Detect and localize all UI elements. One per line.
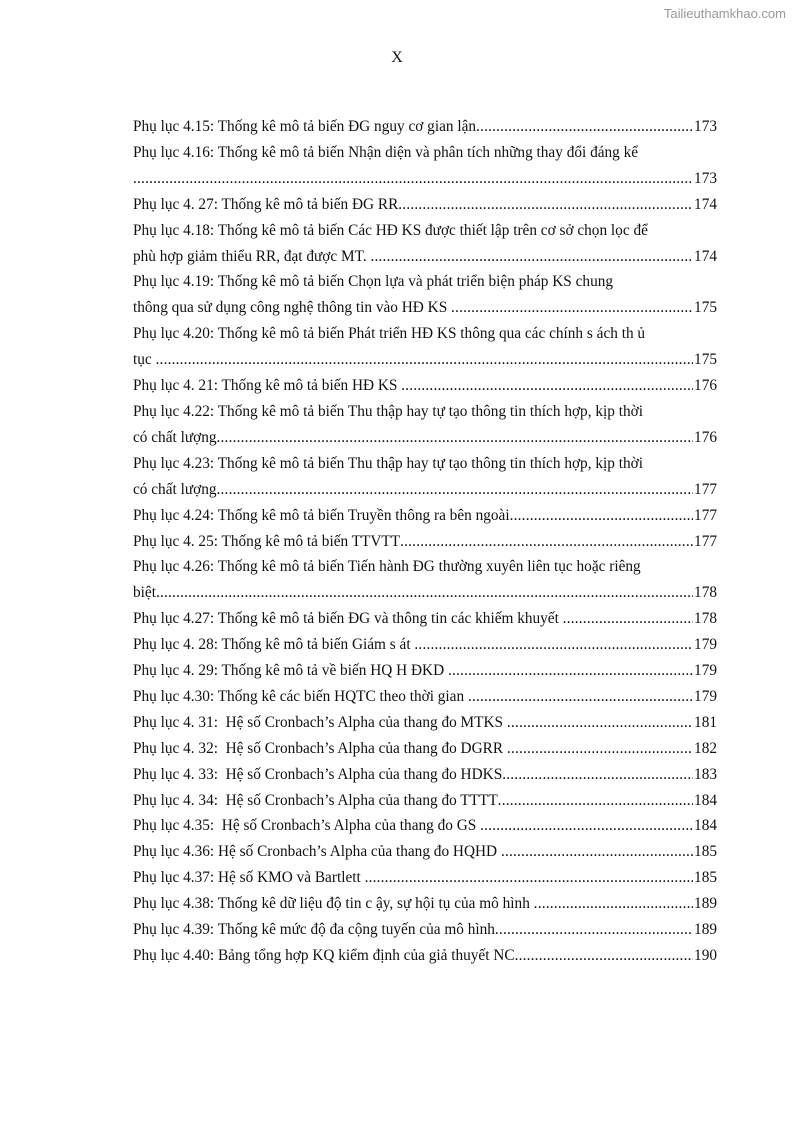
toc-entry-last-line	[133, 762, 717, 788]
toc-entry-page: 179	[694, 636, 717, 654]
toc-entry-page: 181	[694, 713, 717, 731]
toc-entry-title: Phụ lục 4. 32: Hệ số Cronbach’s Alpha của thang đo DGRR	[133, 739, 507, 757]
toc-entry-last-line	[133, 839, 717, 865]
toc-entry-title: Phụ lục 4.23: Thống kê mô tả biến Thu thập hay tự tạo thông tin thích hợp, kịp thời	[133, 454, 643, 472]
dot-leader	[501, 839, 693, 865]
page-number: X	[391, 49, 403, 66]
dot-leader	[217, 425, 694, 451]
toc-entry-page: 175	[694, 299, 717, 317]
dot-leader	[502, 762, 693, 788]
toc-entry-last-line	[133, 788, 717, 814]
toc-entry-page: 174	[694, 247, 717, 265]
toc-entry-page: 182	[694, 739, 717, 757]
dot-leader	[451, 295, 693, 321]
toc-entry-last-line	[133, 347, 717, 373]
toc-entry-title: phù hợp giảm thiểu RR, đạt được MT.	[133, 247, 371, 265]
toc-entry-last-line	[133, 710, 717, 736]
toc-entry-title: có chất lượng	[133, 480, 217, 498]
toc-entry-last-line	[133, 865, 717, 891]
dot-leader	[510, 503, 693, 529]
toc-entry[interactable]	[133, 529, 717, 555]
toc-entry-page: 185	[694, 869, 717, 887]
toc-entry-last-line	[133, 477, 717, 503]
toc-entry[interactable]	[133, 788, 717, 814]
toc-entry-page: 190	[694, 947, 717, 964]
toc-entry-title: Phụ lục 4. 27: Thống kê mô tả biến ĐG RR	[133, 195, 399, 213]
dot-leader	[156, 347, 694, 373]
dot-leader	[480, 813, 693, 839]
toc-entry-title: Phụ lục 4.40: Bảng tổng hợp KQ kiểm định của giả thuyết NC	[133, 947, 515, 964]
toc-entry-title: Phụ lục 4.30: Thống kê các biến HQTC theo thời gian	[133, 687, 468, 705]
dot-leader	[398, 192, 693, 218]
toc-entry-title: Phụ lục 4.22: Thống kê mô tả biến Thu thập hay tự tạo thông tin thích hợp, kịp thời	[133, 402, 643, 420]
toc-entry-title: Phụ lục 4.36: Hệ số Cronbach’s Alpha của thang đo HQHD	[133, 843, 501, 861]
toc-entry-line	[133, 269, 717, 295]
table-of-contents	[133, 114, 717, 969]
toc-entry-page: 178	[694, 584, 717, 602]
dot-leader	[401, 373, 693, 399]
dot-leader	[133, 166, 693, 192]
toc-entry[interactable]	[133, 321, 717, 373]
toc-entry[interactable]	[133, 606, 717, 632]
toc-entry[interactable]	[133, 114, 717, 140]
dot-leader	[468, 684, 693, 710]
toc-entry[interactable]	[133, 839, 717, 865]
toc-entry[interactable]	[133, 736, 717, 762]
toc-entry-title: Phụ lục 4.15: Thống kê mô tả biến ĐG nguy cơ gian lận	[133, 118, 477, 135]
toc-entry-last-line	[133, 891, 717, 917]
dot-leader	[534, 891, 693, 917]
toc-entry-title: Phụ lục 4.38: Thống kê dữ liệu độ tin c ậy, sự hội tụ của mô hình	[133, 895, 534, 913]
toc-entry-page: 189	[694, 921, 717, 939]
dot-leader	[515, 943, 693, 969]
toc-entry-page: 173	[694, 169, 717, 187]
toc-entry-title: Phụ lục 4.26: Thống kê mô tả biến Tiến hành ĐG thường xuyên liên tục hoặc riêng	[133, 558, 641, 576]
watermark: Tailieuthamkhao.com	[663, 6, 786, 21]
toc-entry-page: 179	[694, 662, 717, 680]
dot-leader	[507, 736, 693, 762]
dot-leader	[448, 658, 693, 684]
toc-entry-title: Phụ lục 4.24: Thống kê mô tả biến Truyền thông ra bên ngoài	[133, 506, 510, 524]
toc-entry[interactable]	[133, 710, 717, 736]
toc-entry-last-line	[133, 580, 717, 606]
toc-entry-title: thông qua sử dụng công nghệ thông tin vào HĐ KS	[133, 299, 452, 317]
toc-entry-page: 185	[694, 843, 717, 861]
toc-entry[interactable]	[133, 269, 717, 321]
toc-entry-title: Phụ lục 4.19: Thống kê mô tả biến Chọn lựa và phát triển biện pháp KS chung	[133, 273, 614, 291]
toc-entry-page: 176	[694, 428, 717, 446]
toc-entry-page: 174	[694, 195, 717, 213]
toc-entry[interactable]	[133, 917, 717, 943]
toc-entry-title: Phụ lục 4.16: Thống kê mô tả biến Nhận diện và phân tích những thay đổi đáng kể	[133, 143, 639, 161]
toc-entry-page: 177	[694, 532, 717, 550]
toc-entry-page: 177	[694, 506, 717, 524]
toc-entry[interactable]	[133, 451, 717, 503]
toc-entry-last-line	[133, 295, 717, 321]
toc-entry[interactable]	[133, 218, 717, 270]
toc-entry-page: 173	[694, 118, 717, 135]
toc-entry-last-line	[133, 632, 717, 658]
toc-entry-title: Phụ lục 4. 29: Thống kê mô tả về biến HQ H ĐKD	[133, 662, 448, 680]
toc-entry-last-line	[133, 529, 717, 555]
toc-entry[interactable]	[133, 658, 717, 684]
toc-entry-last-line	[133, 736, 717, 762]
toc-entry-last-line	[133, 192, 717, 218]
dot-leader	[370, 244, 693, 270]
toc-entry-last-line	[133, 114, 717, 140]
toc-entry-last-line	[133, 813, 717, 839]
toc-entry-last-line	[133, 425, 717, 451]
toc-entry-title: Phụ lục 4.18: Thống kê mô tả biến Các HĐ KS được thiết lập trên cơ sở chọn lọc để	[133, 221, 648, 239]
toc-entry-title: tục	[133, 351, 156, 369]
toc-entry-last-line	[133, 166, 717, 192]
dot-leader	[365, 865, 693, 891]
toc-entry-title: Phụ lục 4.39: Thống kê mức độ đa cộng tuyến của mô hình	[133, 921, 495, 939]
toc-entry-page: 176	[694, 377, 717, 395]
toc-entry-page: 189	[694, 895, 717, 913]
toc-entry[interactable]	[133, 554, 717, 606]
toc-entry-title: Phụ lục 4. 31: Hệ số Cronbach’s Alpha của thang đo MTKS	[133, 713, 507, 731]
toc-entry-page: 178	[694, 610, 717, 628]
toc-entry-line	[133, 554, 717, 580]
toc-entry-page: 175	[694, 351, 717, 369]
dot-leader	[498, 788, 693, 814]
toc-entry-title: Phụ lục 4.27: Thống kê mô tả biến ĐG và thông tin các khiếm khuyết	[133, 610, 563, 628]
toc-entry-page: 184	[694, 791, 717, 809]
toc-entry-last-line	[133, 917, 717, 943]
toc-entry[interactable]	[133, 140, 717, 192]
toc-entry-title: Phụ lục 4. 25: Thống kê mô tả biến TTVTT	[133, 532, 401, 550]
toc-entry-last-line	[133, 244, 717, 270]
toc-entry-title: biệt	[133, 584, 156, 602]
toc-entry[interactable]	[133, 943, 717, 969]
toc-entry[interactable]	[133, 813, 717, 839]
toc-entry-last-line	[133, 684, 717, 710]
toc-entry-line	[133, 399, 717, 425]
dot-leader	[476, 114, 693, 140]
toc-entry-title: có chất lượng	[133, 428, 217, 446]
toc-entry-title: Phụ lục 4. 28: Thống kê mô tả biến Giám s át	[133, 636, 415, 654]
toc-entry-last-line	[133, 658, 717, 684]
toc-entry-page: 183	[694, 765, 717, 783]
toc-entry[interactable]	[133, 503, 717, 529]
dot-leader	[495, 917, 693, 943]
dot-leader	[507, 710, 693, 736]
toc-entry-line	[133, 451, 717, 477]
toc-entry[interactable]	[133, 891, 717, 917]
toc-entry-page: 179	[694, 687, 717, 705]
dot-leader	[156, 580, 693, 606]
toc-entry-line	[133, 321, 717, 347]
toc-entry-title: Phụ lục 4.20: Thống kê mô tả biến Phát triển HĐ KS thông qua các chính s ách th ủ	[133, 325, 646, 343]
toc-entry-last-line	[133, 373, 717, 399]
toc-entry[interactable]	[133, 399, 717, 451]
toc-entry[interactable]	[133, 632, 717, 658]
toc-entry-page: 177	[694, 480, 717, 498]
toc-entry[interactable]	[133, 865, 717, 891]
toc-entry-title: Phụ lục 4. 21: Thống kê mô tả biến HĐ KS	[133, 377, 402, 395]
toc-entry-line	[133, 218, 717, 244]
toc-entry[interactable]	[133, 684, 717, 710]
dot-leader	[563, 606, 693, 632]
toc-entry-page: 184	[694, 817, 717, 835]
toc-entry-title: Phụ lục 4.35: Hệ số Cronbach’s Alpha của thang đo GS	[133, 817, 481, 835]
dot-leader	[400, 529, 693, 555]
toc-entry-last-line	[133, 606, 717, 632]
toc-entry[interactable]	[133, 192, 717, 218]
toc-entry-line	[133, 140, 717, 166]
toc-entry[interactable]	[133, 762, 717, 788]
toc-entry-last-line	[133, 943, 717, 969]
dot-leader	[217, 477, 694, 503]
toc-entry-last-line	[133, 503, 717, 529]
toc-entry-title: Phụ lục 4. 34: Hệ số Cronbach’s Alpha của thang đo TTTT	[133, 791, 498, 809]
toc-entry[interactable]	[133, 373, 717, 399]
toc-entry-title: Phụ lục 4. 33: Hệ số Cronbach’s Alpha của thang đo HDKS	[133, 765, 503, 783]
dot-leader	[414, 632, 693, 658]
toc-entry-title: Phụ lục 4.37: Hệ số KMO và Bartlett	[133, 869, 365, 887]
